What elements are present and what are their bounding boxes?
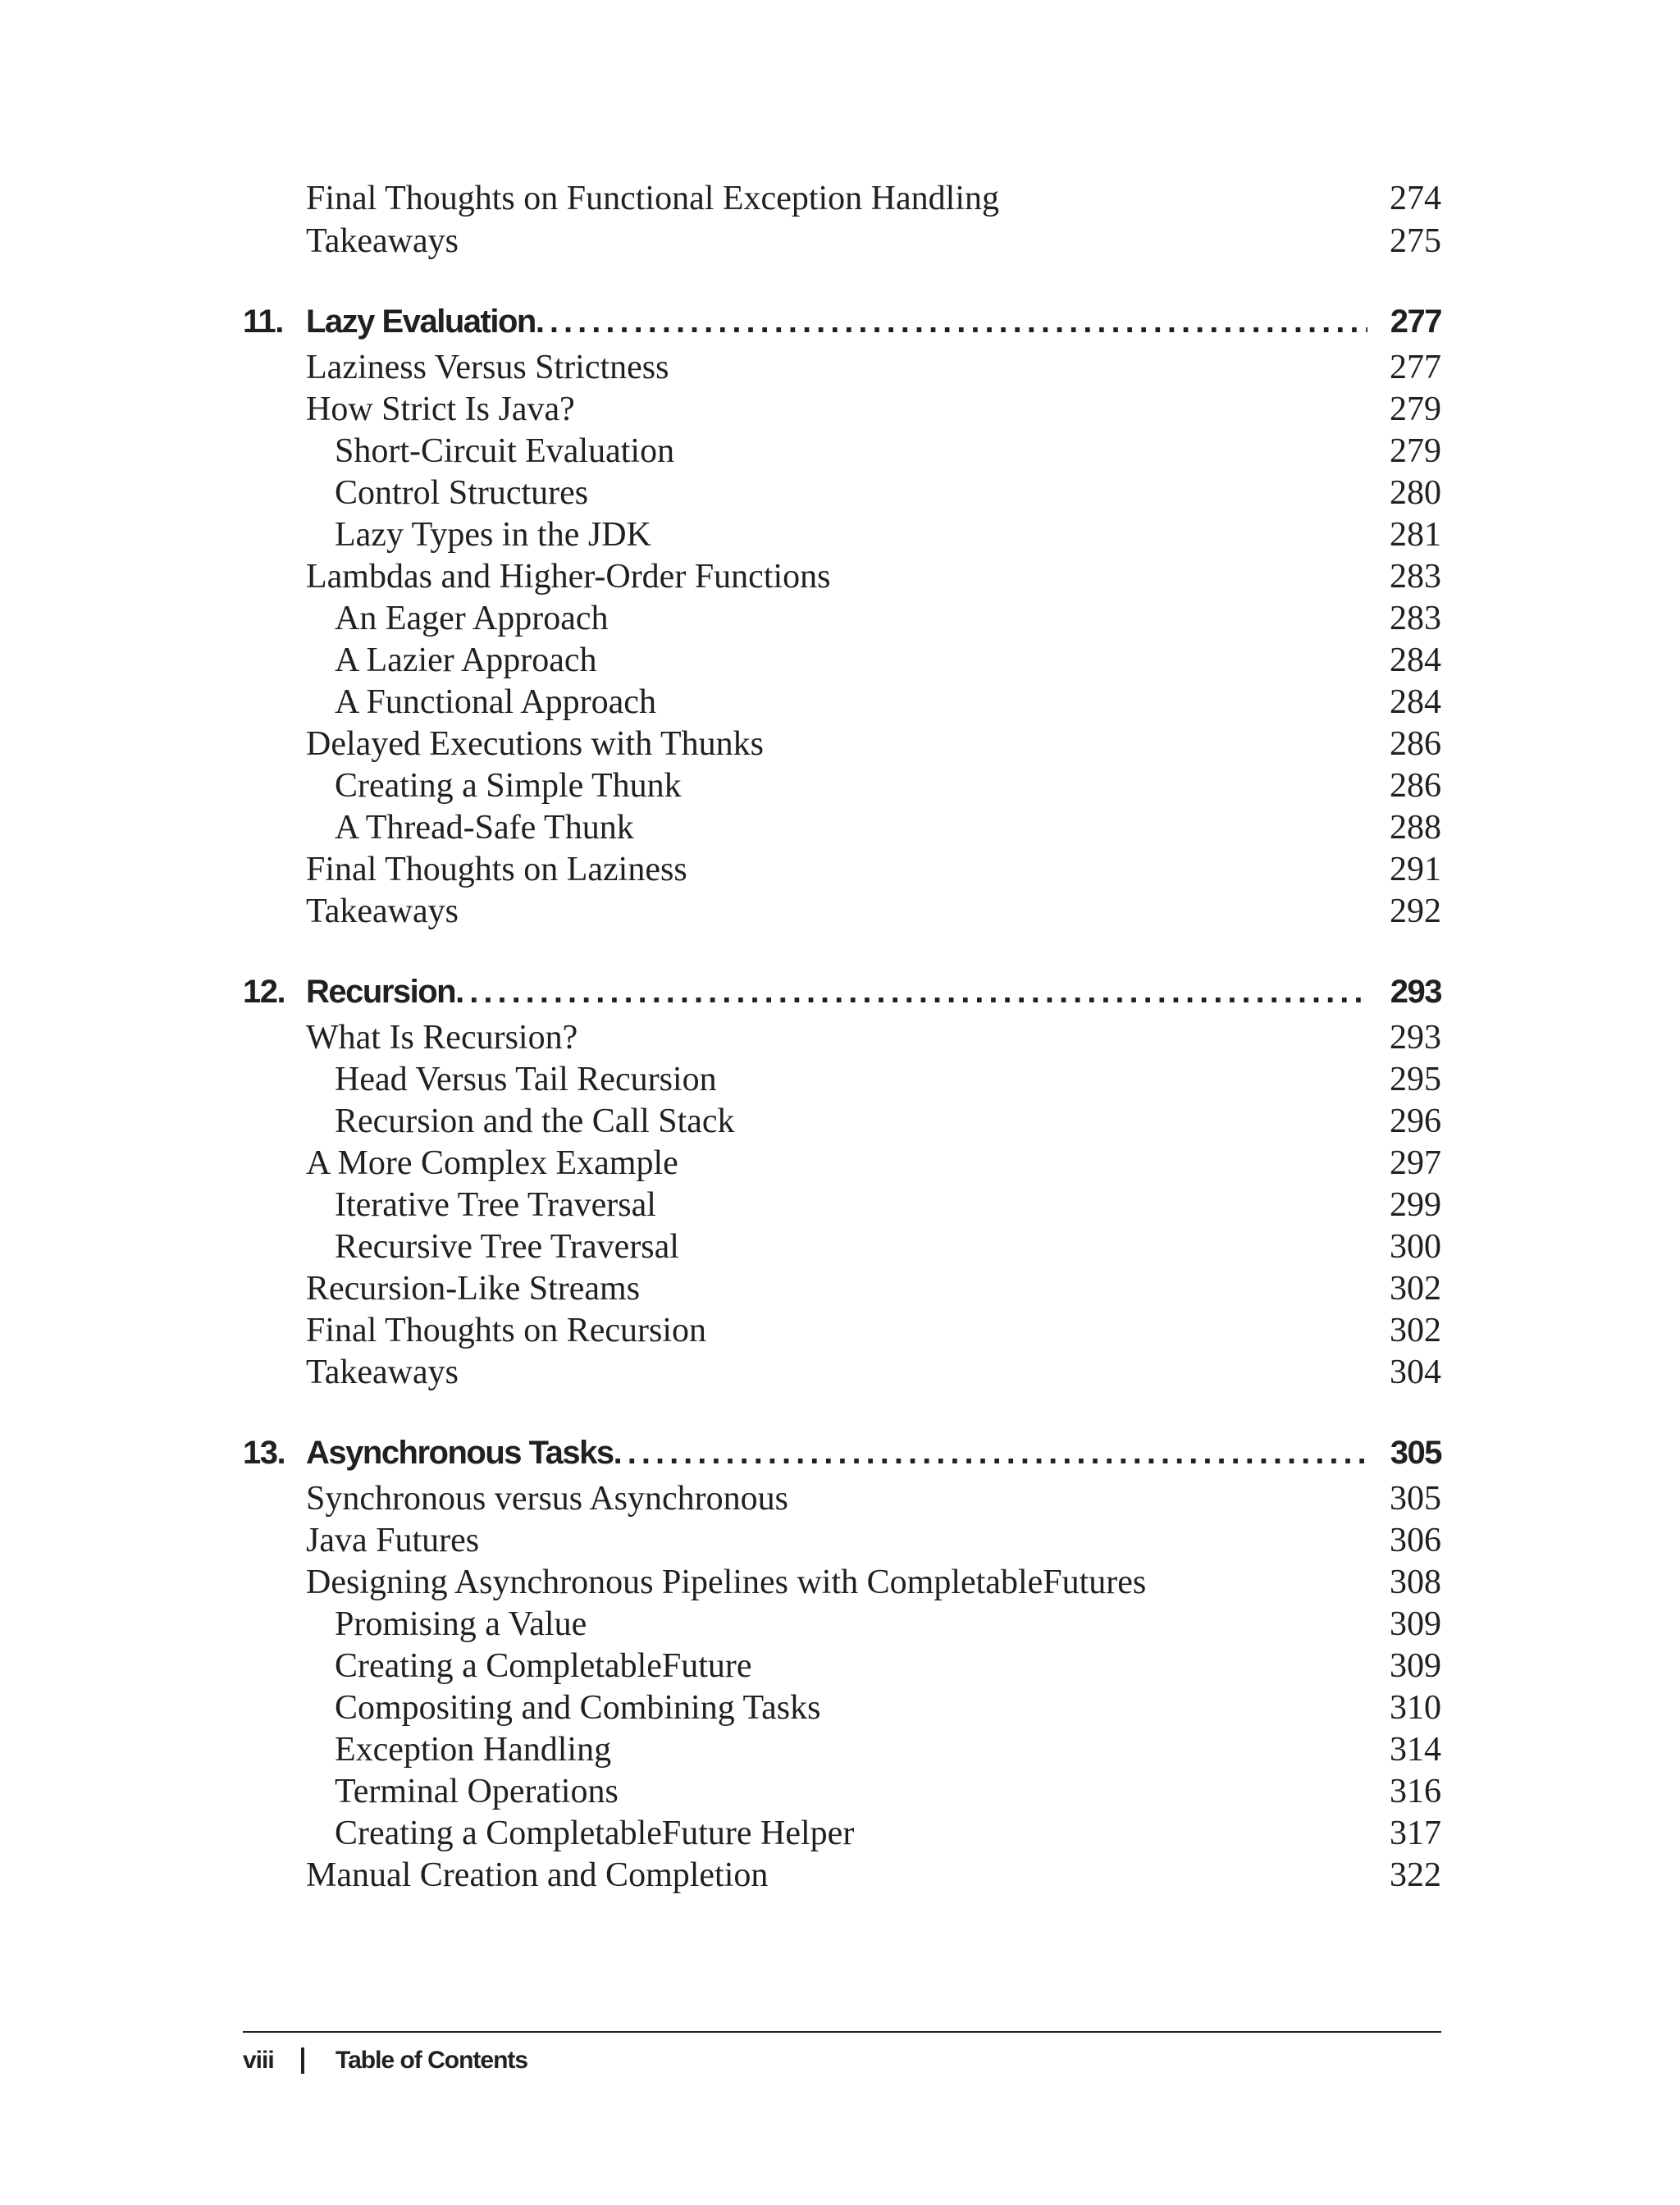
toc-entry-title: A Thread-Safe Thunk <box>335 809 634 847</box>
toc-entry-page: 316 <box>1390 1773 1441 1810</box>
toc-entry-title: An Eager Approach <box>335 600 609 637</box>
toc-entry-title: Manual Creation and Completion <box>306 1856 769 1894</box>
toc-entry[interactable] <box>306 890 1441 933</box>
chapter-page: 293 <box>1390 974 1441 1010</box>
toc-entry-title: Takeaways <box>306 892 459 930</box>
toc-entry-title: Java Futures <box>306 1522 480 1559</box>
chapter-title: Lazy Evaluation <box>306 304 536 340</box>
toc-entry-page: 299 <box>1390 1186 1441 1224</box>
toc-entry-title: Control Structures <box>335 474 589 512</box>
footer-separator <box>301 2048 304 2074</box>
toc-entry[interactable] <box>306 555 1441 598</box>
toc-entry[interactable] <box>306 177 1441 220</box>
toc-subentry[interactable] <box>306 430 1441 472</box>
toc-subentry[interactable] <box>306 514 1441 556</box>
toc-entry-title: Laziness Versus Strictness <box>306 349 669 386</box>
chapter-page: 277 <box>1390 304 1441 340</box>
toc-entry[interactable] <box>306 1519 1441 1562</box>
toc-entry-page: 284 <box>1390 683 1441 721</box>
toc-subentry[interactable] <box>306 1058 1441 1101</box>
toc-entry[interactable] <box>306 346 1441 389</box>
toc-subentry[interactable] <box>306 597 1441 640</box>
toc-entry-page: 277 <box>1390 349 1441 386</box>
toc-entry-title: Lambdas and Higher-Order Functions <box>306 558 831 596</box>
toc-entry-page: 305 <box>1390 1480 1441 1518</box>
toc-entry-page: 296 <box>1390 1102 1441 1140</box>
toc-entry-page: 283 <box>1390 600 1441 637</box>
toc-entry-page: 274 <box>1390 180 1441 217</box>
toc-entry-title: Exception Handling <box>335 1731 612 1769</box>
toc-entry-page: 322 <box>1390 1856 1441 1894</box>
toc-entry-title: Synchronous versus Asynchronous <box>306 1480 788 1518</box>
toc-entry[interactable] <box>306 1142 1441 1185</box>
toc-entry-title: A Lazier Approach <box>335 641 597 679</box>
toc-entry[interactable] <box>306 1016 1441 1059</box>
toc-entry-page: 292 <box>1390 892 1441 930</box>
toc-entry-title: Takeaways <box>306 222 459 260</box>
toc-entry-page: 293 <box>1390 1019 1441 1057</box>
toc-entry-page: 306 <box>1390 1522 1441 1559</box>
dot-leader <box>536 299 1367 345</box>
toc-entry-title: Final Thoughts on Functional Exception Handling <box>306 180 999 217</box>
toc-subentry[interactable] <box>306 639 1441 682</box>
chapter-page: 305 <box>1390 1435 1441 1471</box>
toc-subentry[interactable] <box>306 806 1441 849</box>
chapter-number: 12. <box>243 974 285 1010</box>
toc-entry-page: 308 <box>1390 1564 1441 1601</box>
toc-entry-page: 302 <box>1390 1312 1441 1349</box>
toc-entry-title: Promising a Value <box>335 1605 587 1643</box>
toc-entry-page: 280 <box>1390 474 1441 512</box>
toc-entry-page: 317 <box>1390 1815 1441 1852</box>
toc-entry-title: Takeaways <box>306 1354 459 1391</box>
toc-entry[interactable] <box>306 1309 1441 1352</box>
toc-entry-page: 288 <box>1390 809 1441 847</box>
toc-entry-page: 314 <box>1390 1731 1441 1769</box>
toc-entry-page: 309 <box>1390 1647 1441 1685</box>
toc-subentry[interactable] <box>306 681 1441 724</box>
toc-entry-page: 291 <box>1390 851 1441 888</box>
toc-entry-page: 310 <box>1390 1689 1441 1727</box>
toc-entry[interactable] <box>306 848 1441 891</box>
toc-entry-title: Creating a Simple Thunk <box>335 767 682 805</box>
chapter-heading-11[interactable] <box>243 299 1441 345</box>
toc-entry-page: 283 <box>1390 558 1441 596</box>
toc-entry-title: Final Thoughts on Recursion <box>306 1312 707 1349</box>
toc-entry-title: Recursion-Like Streams <box>306 1270 641 1308</box>
toc-entry-page: 279 <box>1390 390 1441 428</box>
toc-entry[interactable] <box>306 1561 1441 1604</box>
toc-entry-page: 286 <box>1390 767 1441 805</box>
toc-entry-page: 295 <box>1390 1061 1441 1098</box>
toc-subentry[interactable] <box>306 1645 1441 1687</box>
toc-subentry[interactable] <box>306 1812 1441 1855</box>
toc-entry-title: What Is Recursion? <box>306 1019 578 1057</box>
toc-subentry[interactable] <box>306 1226 1441 1268</box>
chapter-number: 13. <box>243 1435 285 1471</box>
toc-entry-title: Iterative Tree Traversal <box>335 1186 656 1224</box>
toc-entry[interactable] <box>306 388 1441 431</box>
toc-entry-title: Creating a CompletableFuture <box>335 1647 752 1685</box>
toc-subentry[interactable] <box>306 1687 1441 1729</box>
toc-entry[interactable] <box>306 1351 1441 1394</box>
chapter-heading-12[interactable] <box>243 969 1441 1015</box>
chapter-heading-13[interactable] <box>243 1430 1441 1476</box>
toc-entry-page: 297 <box>1390 1144 1441 1182</box>
toc-subentry[interactable] <box>306 472 1441 514</box>
toc-subentry[interactable] <box>306 765 1441 807</box>
footer-page-number: viii <box>243 2047 274 2074</box>
toc-entry-title: Head Versus Tail Recursion <box>335 1061 717 1098</box>
chapter-title: Recursion <box>306 974 456 1010</box>
toc-entry[interactable] <box>306 1477 1441 1520</box>
toc-entry-title: Compositing and Combining Tasks <box>335 1689 821 1727</box>
toc-entry-title: A Functional Approach <box>335 683 656 721</box>
toc-entry-page: 304 <box>1390 1354 1441 1391</box>
toc-subentry[interactable] <box>306 1184 1441 1226</box>
toc-subentry[interactable] <box>306 1603 1441 1646</box>
toc-entry-title: Delayed Executions with Thunks <box>306 725 764 763</box>
chapter-title-leader <box>306 969 1367 1015</box>
toc-subentry[interactable] <box>306 1728 1441 1771</box>
toc-subentry[interactable] <box>306 1100 1441 1143</box>
dot-leader <box>614 1430 1367 1476</box>
chapter-title: Asynchronous Tasks <box>306 1435 614 1471</box>
toc-entry-title: Short-Circuit Evaluation <box>335 432 675 470</box>
footer-section-title: Table of Contents <box>336 2047 528 2074</box>
toc-entry-page: 309 <box>1390 1605 1441 1643</box>
toc-entry-title: Terminal Operations <box>335 1773 619 1810</box>
toc-entry-page: 286 <box>1390 725 1441 763</box>
toc-entry-title: Designing Asynchronous Pipelines with CompletableFutures <box>306 1564 1147 1601</box>
toc-entry-page: 281 <box>1390 516 1441 554</box>
toc-entry-page: 279 <box>1390 432 1441 470</box>
toc-entry-page: 302 <box>1390 1270 1441 1308</box>
chapter-number: 11. <box>243 304 283 340</box>
toc-entry-page: 275 <box>1390 222 1441 260</box>
toc-entry-title: Creating a CompletableFuture Helper <box>335 1815 855 1852</box>
toc-entry[interactable] <box>306 723 1441 765</box>
toc-entry-page: 300 <box>1390 1228 1441 1266</box>
toc-subentry[interactable] <box>306 1770 1441 1813</box>
toc-entry-page: 284 <box>1390 641 1441 679</box>
toc-entry[interactable] <box>306 1267 1441 1310</box>
toc-entry[interactable] <box>306 1854 1441 1897</box>
toc-entry-title: Final Thoughts on Laziness <box>306 851 687 888</box>
toc-entry[interactable] <box>306 220 1441 262</box>
dot-leader <box>455 969 1367 1015</box>
toc-entry-title: How Strict Is Java? <box>306 390 575 428</box>
chapter-title-leader <box>306 1430 1367 1476</box>
toc-entry-title: Recursive Tree Traversal <box>335 1228 679 1266</box>
toc-entry-title: Recursion and the Call Stack <box>335 1102 735 1140</box>
toc-entry-title: Lazy Types in the JDK <box>335 516 651 554</box>
footer-divider <box>243 2031 1441 2033</box>
chapter-title-leader <box>306 299 1367 345</box>
toc-entry-title: A More Complex Example <box>306 1144 678 1182</box>
